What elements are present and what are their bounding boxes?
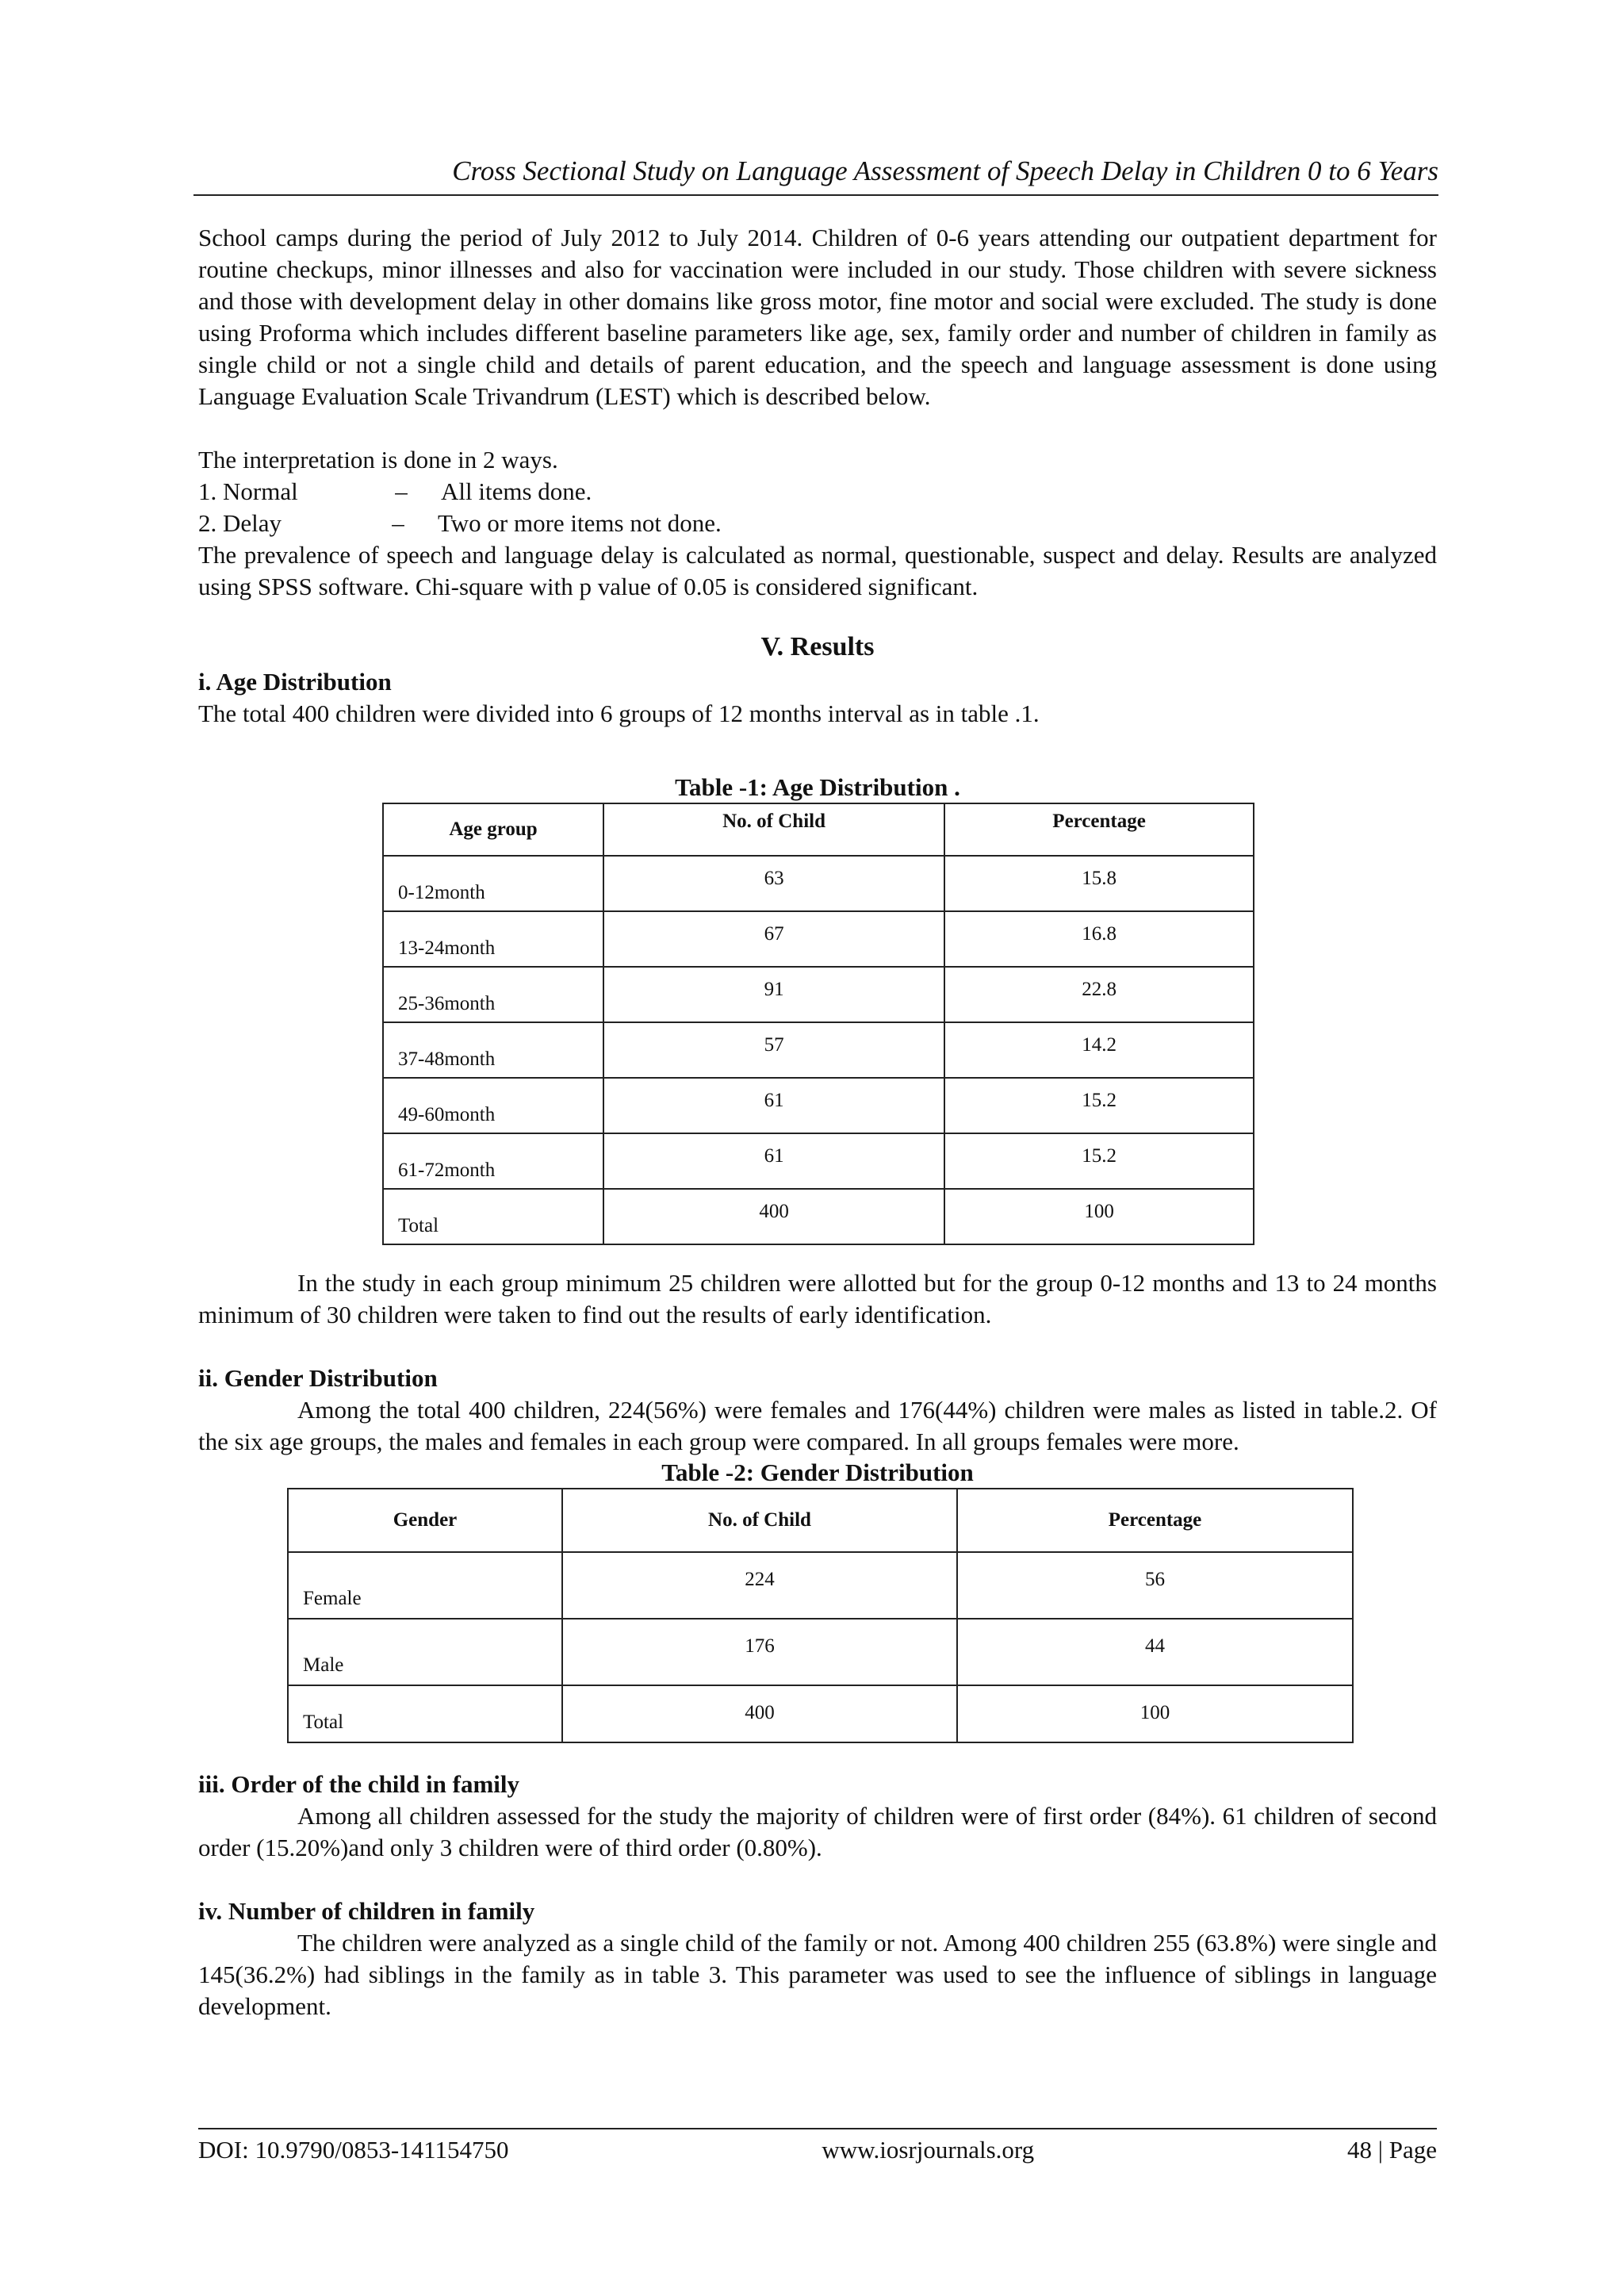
interpretation-item <box>198 508 1437 539</box>
table-cell: 176 <box>562 1619 957 1685</box>
table1-caption: Table -1: Age Distribution . <box>675 773 960 801</box>
table-cell: 400 <box>562 1685 957 1742</box>
table-cell: 57 <box>603 1022 944 1078</box>
table-cell: 44 <box>957 1619 1353 1685</box>
running-title: Cross Sectional Study on Language Assessment of Speech Delay in Children 0 to 6 Years <box>452 155 1438 186</box>
footer-doi: DOI: 10.9790/0853-141154750 <box>198 2136 509 2164</box>
interpretation-text: All items done. <box>441 477 592 505</box>
table-cell: 22.8 <box>944 967 1254 1022</box>
footer-site: www.iosrjournals.org <box>822 2136 1035 2164</box>
methods-paragraph: School camps during the period of July 2012 to July 2014. Children of 0-6 years attending our outpatient department for routine checkups, minor illnesses and also for vaccination were included in our study. Those children with severe sickness and those with development delay in other domains like gross motor, fine motor and social were excluded. The study is done using Proforma which includes different baseline parameters like age, sex, family order and number of children in family as single child or not a single child and details of parent education, and the speech and language assessment is done using Language Evaluation Scale Trivandrum (LEST) which is described below. <box>198 224 1437 410</box>
table-cell: 15.8 <box>944 856 1254 911</box>
interpretation-dash: – <box>392 509 404 537</box>
page-content <box>198 222 1437 2022</box>
table-cell: 100 <box>944 1189 1254 1244</box>
table-cell: 15.2 <box>944 1078 1254 1133</box>
table-cell: 0-12month <box>383 856 603 911</box>
order-heading: iii. Order of the child in family <box>198 1770 519 1798</box>
table-cell: Male <box>288 1619 562 1685</box>
prevalence-paragraph: The prevalence of speech and language delay is calculated as normal, questionable, suspect and delay. Results are analyzed using SPSS software. Chi-square with p value of 0.05 is considered significant. <box>198 541 1437 600</box>
interpretation-item <box>198 476 1437 508</box>
interpretation-text: Two or more items not done. <box>438 509 722 537</box>
table-row <box>383 1189 1254 1244</box>
page-footer <box>198 2128 1437 2166</box>
order-text: Among all children assessed for the study the majority of children were of first order (84%). 61 children of second order (15.20%)and only 3 children were of third order (0.80%). <box>198 1802 1437 1861</box>
table-cell: 56 <box>957 1552 1353 1619</box>
table-cell: 61-72month <box>383 1133 603 1189</box>
interpretation-dash: – <box>395 477 408 505</box>
table-row <box>383 1133 1254 1189</box>
table-cell: 25-36month <box>383 967 603 1022</box>
table-header-row <box>288 1489 1353 1552</box>
table-row <box>383 856 1254 911</box>
table-cell: 61 <box>603 1078 944 1133</box>
interpretation-intro: The interpretation is done in 2 ways. <box>198 446 558 473</box>
interpretation-label: 1. Normal <box>198 477 298 505</box>
table-row <box>383 967 1254 1022</box>
table-cell: 49-60month <box>383 1078 603 1133</box>
table-cell: 63 <box>603 856 944 911</box>
running-header <box>193 155 1438 196</box>
table-header-cell: Percentage <box>944 803 1254 856</box>
table-cell: 100 <box>957 1685 1353 1742</box>
gender-text: Among the total 400 children, 224(56%) were females and 176(44%) children were males as listed in table.2. Of the six age groups, the males and females in each group were compared. In all groups females were more. <box>198 1396 1437 1455</box>
table-row <box>288 1619 1353 1685</box>
age-followup-paragraph: In the study in each group minimum 25 children were allotted but for the group 0-12 months and 13 to 24 months minimum of 30 children were taken to find out the results of early identification. <box>198 1269 1437 1328</box>
table-cell: 61 <box>603 1133 944 1189</box>
section-title: V. Results <box>760 632 875 661</box>
table-cell: 16.8 <box>944 911 1254 967</box>
table-row <box>288 1552 1353 1619</box>
table-cell: 13-24month <box>383 911 603 967</box>
table-cell: 400 <box>603 1189 944 1244</box>
table-header-cell: Age group <box>383 803 603 856</box>
table-cell: Total <box>383 1189 603 1244</box>
table-cell: 67 <box>603 911 944 967</box>
table-cell: 14.2 <box>944 1022 1254 1078</box>
table-cell: Female <box>288 1552 562 1619</box>
table-cell: 224 <box>562 1552 957 1619</box>
number-text: The children were analyzed as a single child of the family or not. Among 400 children 255 (63.8%) were single and 145(36.2%) had siblings in the family as in table 3. This parameter was used to see the influence of siblings in language development. <box>198 1929 1437 2020</box>
table2-caption: Table -2: Gender Distribution <box>661 1458 974 1486</box>
age-distribution-table <box>382 803 1254 1245</box>
table-header-cell: No. of Child <box>562 1489 957 1552</box>
interpretation-label: 2. Delay <box>198 509 282 537</box>
table-header-cell: No. of Child <box>603 803 944 856</box>
table-header-row <box>383 803 1254 856</box>
footer-page-number: 48 | Page <box>1347 2136 1437 2164</box>
table-cell: Total <box>288 1685 562 1742</box>
gender-distribution-table <box>287 1488 1354 1743</box>
table-row <box>383 1022 1254 1078</box>
table-cell: 91 <box>603 967 944 1022</box>
gender-heading: ii. Gender Distribution <box>198 1364 438 1392</box>
table-header-cell: Gender <box>288 1489 562 1552</box>
table-cell: 15.2 <box>944 1133 1254 1189</box>
table-row <box>383 1078 1254 1133</box>
age-heading: i. Age Distribution <box>198 668 392 696</box>
table-row <box>383 911 1254 967</box>
table-cell: 37-48month <box>383 1022 603 1078</box>
number-heading: iv. Number of children in family <box>198 1897 535 1925</box>
table-header-cell: Percentage <box>957 1489 1353 1552</box>
age-text: The total 400 children were divided into 6 groups of 12 months interval as in table .1. <box>198 700 1040 727</box>
table-row <box>288 1685 1353 1742</box>
